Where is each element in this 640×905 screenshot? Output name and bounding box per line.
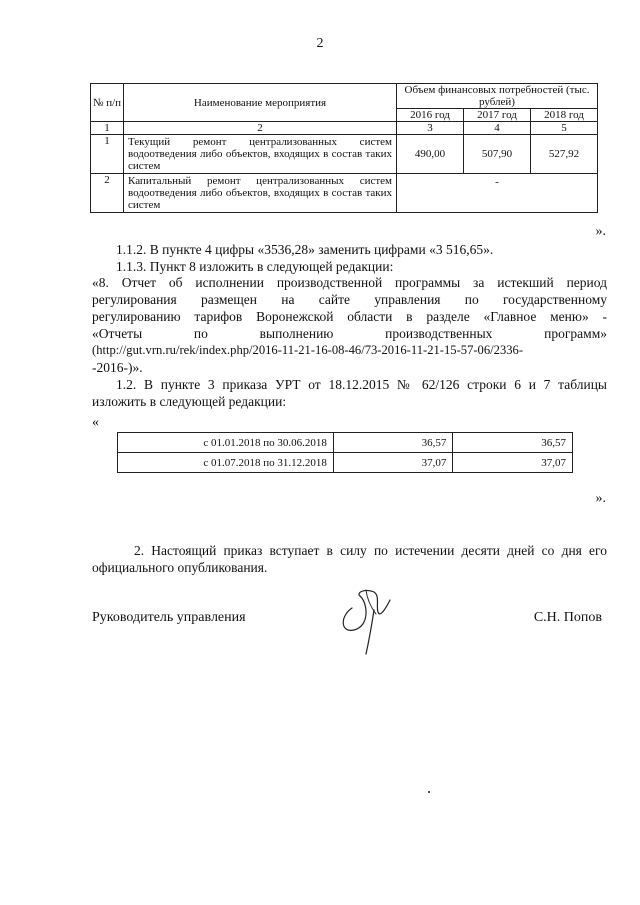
table-cell: 5 [531, 122, 598, 135]
col-header-name: Наименование мероприятия [124, 84, 397, 122]
period-cell: с 01.01.2018 по 30.06.2018 [118, 433, 334, 453]
paragraph-8-line: регулирования размещен на сайте управления по государственному [92, 292, 607, 307]
table-row [118, 433, 573, 453]
closing-quote: ». [595, 491, 606, 506]
col-header-2017: 2017 год [464, 109, 531, 122]
signatory-name: С.Н. Попов [533, 610, 602, 625]
table-index-row [91, 122, 598, 135]
table-cell: 4 [464, 122, 531, 135]
col-header-2016: 2016 год [397, 109, 464, 122]
clause-1-2: 1.2. В пункте 3 приказа УРТ от 18.12.2015 № 62/126 строки 6 и 7 таблицы [116, 377, 607, 392]
table-row [91, 174, 598, 213]
col-header-num: № п/п [91, 84, 124, 122]
handwritten-signature [330, 578, 410, 663]
clause-1-2-cont: изложить в следующей редакции: [92, 394, 287, 409]
paragraph-8-line: «Отчеты по выполнению производственных программ» [92, 326, 607, 341]
paragraph-8-line: регулированию тарифов Воронежской области в разделе «Главное меню» - [92, 309, 607, 324]
period-cell: с 01.07.2018 по 31.12.2018 [118, 453, 334, 473]
table-cell: 3 [397, 122, 464, 135]
table-row [91, 135, 598, 174]
funding-table [90, 83, 598, 213]
table-cell: 1 [91, 122, 124, 135]
row-name: Капитальный ремонт централизованных систем водоотведения либо объектов, входящих в состав таких систем [124, 174, 397, 213]
final-clause-cont: официального опубликования. [92, 560, 268, 575]
tariff-periods-table [117, 432, 573, 473]
table-row [118, 453, 573, 473]
clause-1-1-3: 1.1.3. Пункт 8 изложить в следующей редакции: [116, 259, 394, 274]
value-cell: 36,57 [333, 433, 453, 453]
signatory-title: Руководитель управления [92, 610, 246, 625]
row-number: 2 [91, 174, 124, 213]
col-header-funding: Объем финансовых потребностей (тыс. рублей) [397, 84, 598, 109]
row-merged-value: - [397, 174, 598, 213]
page-number: 2 [316, 36, 324, 51]
clause-1-1-2: 1.1.2. В пункте 4 цифры «3536,28» заменить цифрами «3 516,65». [116, 242, 494, 257]
row-value-2018: 527,92 [531, 135, 598, 174]
report-url: (http://gut.vrn.ru/rek/index.php/2016-11-21-16-08-46/73-2016-11-21-15-57-06/2336- [92, 343, 524, 357]
row-value-2017: 507,90 [464, 135, 531, 174]
row-value-2016: 490,00 [397, 135, 464, 174]
col-header-2018: 2018 год [531, 109, 598, 122]
row-name: Текущий ремонт централизованных систем водоотведения либо объектов, входящих в состав таких систем [124, 135, 397, 174]
row-number: 1 [91, 135, 124, 174]
report-url-end: -2016-)». [92, 360, 143, 375]
value-cell: 36,57 [453, 433, 573, 453]
final-clause: 2. Настоящий приказ вступает в силу по истечении десяти дней со дня его [134, 543, 607, 558]
closing-quote: ». [595, 224, 606, 239]
stray-mark [428, 791, 430, 793]
value-cell: 37,07 [333, 453, 453, 473]
table-cell: 2 [124, 122, 397, 135]
paragraph-8-line: «8. Отчет об исполнении производственной программы за истекший период [92, 275, 607, 290]
value-cell: 37,07 [453, 453, 573, 473]
opening-quote: « [92, 415, 99, 430]
